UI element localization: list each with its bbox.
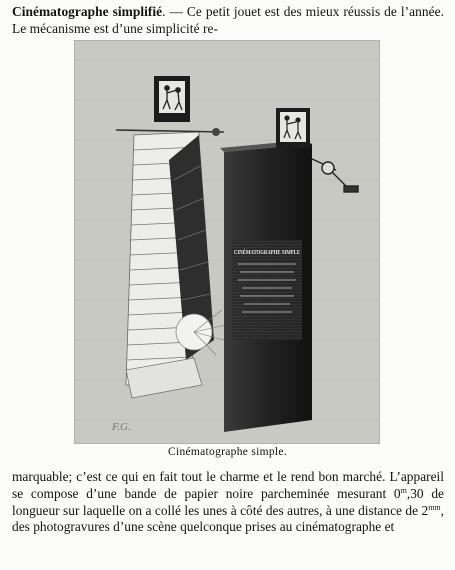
continuation-text-2: ,30 de longueur sur laquelle on a collé les unes à côté des autres, à une distance de 2 [12, 485, 444, 518]
figure-caption: Cinématographe simple. [167, 446, 288, 458]
article-title: Cinématographe simplifié [12, 4, 163, 19]
unit-meter: m [400, 485, 407, 495]
continuation-text-1: marquable; c’est ce qui en fait tout le charme et le rend bon marché. L’appareil se compose d’une bande de papier noire parcheminée mesurant 0 [12, 469, 444, 501]
unit-millimeter: mm [428, 502, 441, 512]
picture-frame-right [276, 108, 310, 148]
continuation-paragraph [12, 469, 444, 536]
engraver-signature: F.G. [112, 421, 131, 433]
cinematographe-illustration [74, 40, 380, 444]
cinematographe-box [220, 140, 318, 432]
intro-text: . — Ce petit jouet est des mieux réussis de l’année. Le mécanisme est d’une simplicité re- [12, 4, 444, 36]
continuation-text-3: , des photogravures d’une scène quelconque prises au cinématographe et [12, 502, 444, 535]
intro-paragraph [12, 3, 444, 37]
box-label: CINÉMATOGRAPHE SIMPLE [234, 250, 318, 256]
picture-frame-left [154, 76, 190, 122]
engraving-illustration [74, 40, 380, 444]
